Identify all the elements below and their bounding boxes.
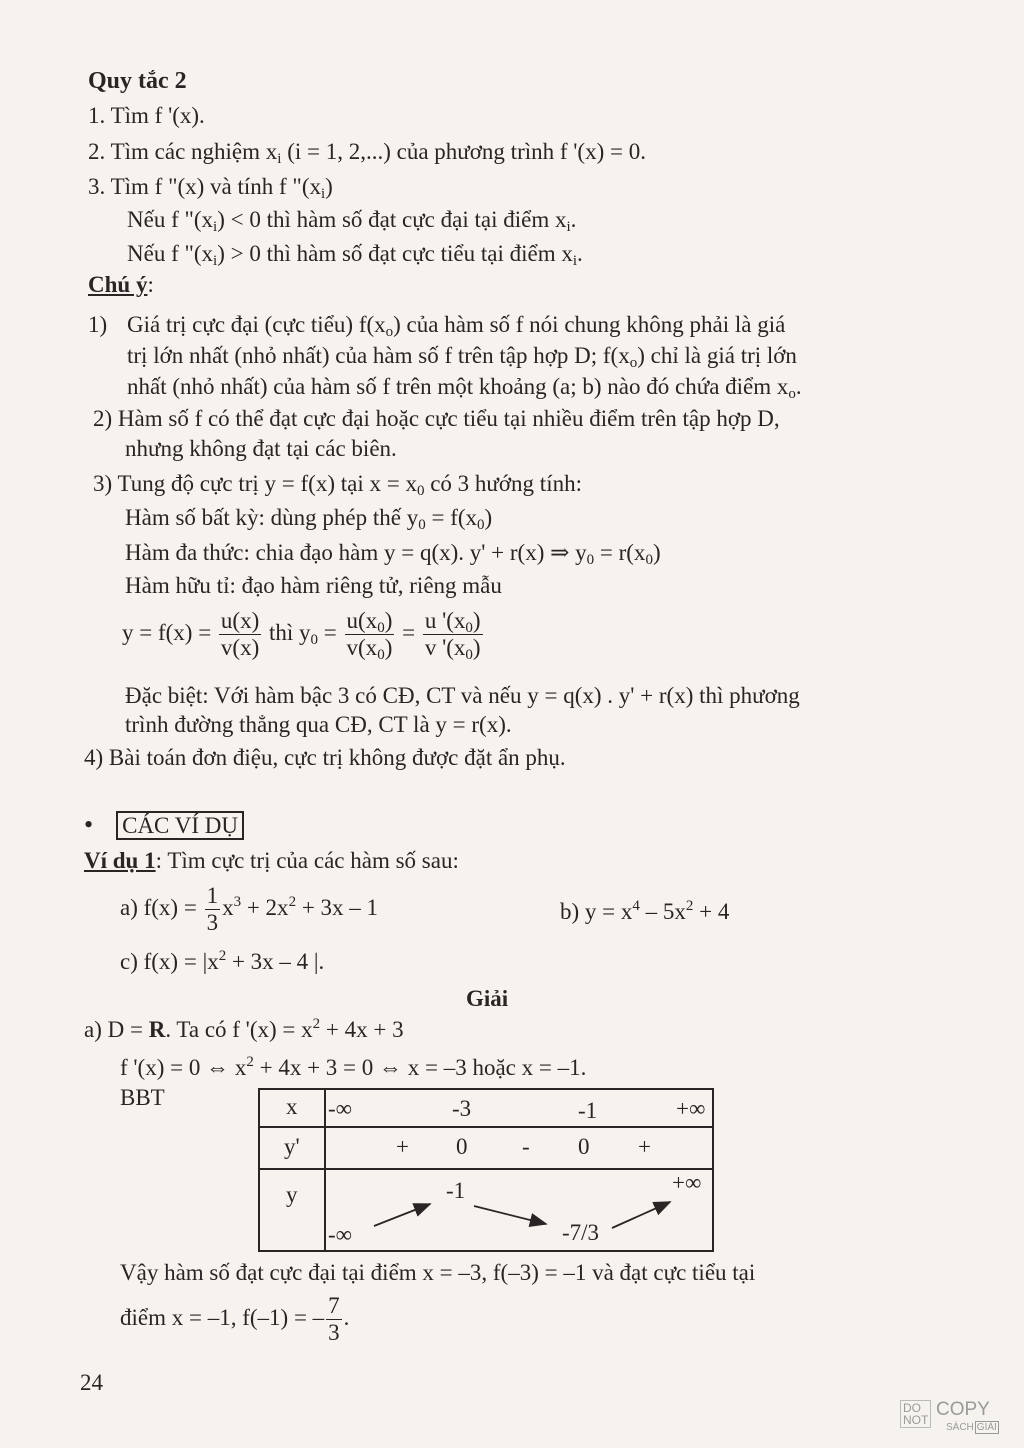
sign-value: - bbox=[522, 1134, 530, 1159]
fraction-u-v: $\frac{u(x)}{v(x)}$ bbox=[220, 608, 260, 661]
rule-condition-max: Nếu f "$(x_i) < 0$ thì hàm số đạt cực đại tại điểm $x_i$. bbox=[127, 207, 577, 235]
watermark-brand: SÁCH GIẢI bbox=[946, 1422, 997, 1433]
x-value: +∞ bbox=[676, 1096, 706, 1121]
sign-value: + bbox=[396, 1134, 409, 1159]
arrow-up-icon bbox=[374, 1204, 430, 1226]
note-title: Chú ý: bbox=[88, 272, 154, 297]
arrow-down-icon bbox=[474, 1206, 546, 1224]
conclusion-line-1: Vậy hàm số đạt cực đại tại điểm x = –3, f(–3) = –1 và đạt cực tiểu tại bbox=[120, 1260, 756, 1285]
row-label-y: y bbox=[259, 1169, 325, 1251]
table-row-x bbox=[259, 1089, 713, 1127]
fraction-derivative-x0: $\frac{u '(x_0)}{v '(x_0)}$ bbox=[424, 608, 481, 664]
note-3-line-1: 3) Tung độ cực trị y = f(x) tại $x = x_0$ có 3 hướng tính: bbox=[93, 471, 582, 499]
special-line-2: trình đường thẳng qua CĐ, CT là y = r(x). bbox=[125, 712, 512, 737]
rule-title: Quy tắc 2 bbox=[88, 68, 187, 94]
rule-step-3: 3. Tìm f "(x) và tính f "$(x_i)$ bbox=[88, 174, 333, 202]
row-values-x bbox=[325, 1089, 713, 1127]
sign-value: 0 bbox=[578, 1134, 590, 1159]
fraction-u-v-x0: $\frac{u(x_0)}{v(x_0)}$ bbox=[346, 608, 393, 664]
sign-value: 0 bbox=[456, 1134, 468, 1159]
examples-heading: • CÁC VÍ DỤ bbox=[84, 810, 244, 841]
row-values-y-prime bbox=[325, 1127, 713, 1169]
rule-condition-min: Nếu f "$(x_i) > 0$ thì hàm số đạt cực tiểu tại điểm $x_i$. bbox=[127, 241, 583, 269]
y-value-min: -7/3 bbox=[562, 1220, 600, 1245]
note-3-line-2: Hàm số bất kỳ: dùng phép thế $y_0 = f(x_0)$ bbox=[125, 505, 493, 533]
x-value: -3 bbox=[452, 1096, 472, 1121]
note-3-line-3: Hàm đa thức: chia đạo hàm y = q(x). y' + r(x) ⇒ $y_0 = r(x_0)$ bbox=[125, 540, 661, 568]
note-2-line-2: nhưng không đạt tại các biên. bbox=[125, 436, 397, 461]
note-1-line-2: trị lớn nhất (nhỏ nhất) của hàm số f trên tập hợp D; $f(x_o)$ chỉ là giá trị lớn bbox=[127, 343, 797, 371]
x-value: -1 bbox=[578, 1098, 598, 1123]
solution-a-line-2: f '(x) = 0 ⇔ $x^2 + 4x + 3 = 0$ ⇔ x = –3 hoặc x = –1. bbox=[120, 1054, 587, 1080]
rule-step-2: 2. Tìm các nghiệm $x_i$ (i = 1, 2,...) của phương trình f '(x) = 0. bbox=[88, 139, 646, 167]
solution-a-line-1: a) D = R. Ta có f '$(x) = x^2 + 4x + 3$ bbox=[84, 1016, 404, 1042]
rational-formula: y = f(x) = $\frac{u(x)}{v(x)}$ thì $y_0$ = $\frac{u(x_0)}{v(x_0)}$ = $\frac{u '(x_0)}{v '(x_0)}$ bbox=[122, 608, 481, 664]
y-value-plus-infinity: +∞ bbox=[672, 1170, 702, 1195]
rule-step-1: 1. Tìm f '(x). bbox=[88, 103, 205, 128]
x-value: -∞ bbox=[328, 1096, 353, 1121]
example-1-statement: Ví dụ 1: Tìm cực trị của các hàm số sau: bbox=[84, 848, 459, 873]
variation-arrows bbox=[326, 1170, 716, 1250]
conclusion-line-2: điểm x = –1, f(–1) = – $\frac{7}{3}$ . bbox=[120, 1293, 350, 1346]
example-1-a: a) f(x) = $\frac{1}{3}$ $x^3 + 2x^2 + 3x - 1$ bbox=[120, 883, 379, 936]
page-number: 24 bbox=[80, 1370, 103, 1395]
special-line-1: Đặc biệt: Với hàm bậc 3 có CĐ, CT và nếu y = q(x) . y' + r(x) thì phương bbox=[125, 683, 800, 708]
sign-value: + bbox=[638, 1134, 651, 1159]
table-row-y-prime bbox=[259, 1127, 713, 1169]
note-3-line-4: Hàm hữu tỉ: đạo hàm riêng tử, riêng mẫu bbox=[125, 573, 502, 598]
note-2-line-1: 2) Hàm số f có thể đạt cực đại hoặc cực tiểu tại nhiều điểm trên tập hợp D, bbox=[93, 406, 780, 431]
example-1-b: b) $y = x^4 - 5x^2 + 4$ bbox=[560, 898, 730, 924]
watermark-copy: COPY bbox=[936, 1399, 990, 1420]
watermark-logo bbox=[900, 1400, 996, 1436]
fraction-one-third: $\frac{1}{3}$ bbox=[206, 883, 219, 936]
variation-table bbox=[258, 1088, 714, 1252]
note-4: 4) Bài toán đơn điệu, cực trị không được đặt ẩn phụ. bbox=[84, 745, 566, 770]
fraction-seven-thirds: $\frac{7}{3}$ bbox=[328, 1293, 340, 1346]
solution-title: Giải bbox=[466, 986, 509, 1011]
y-value-max: -1 bbox=[446, 1178, 466, 1203]
y-value-minus-infinity: -∞ bbox=[328, 1222, 353, 1247]
row-label-y-prime: y' bbox=[259, 1127, 325, 1169]
note-1-line-3: nhất (nhỏ nhất) của hàm số f trên một khoảng (a; b) nào đó chứa điểm $x_o$. bbox=[127, 374, 802, 402]
bullet-icon: • bbox=[84, 810, 94, 839]
table-row-y bbox=[259, 1169, 713, 1251]
bbt-label: BBT bbox=[120, 1085, 165, 1110]
row-label-x: x bbox=[259, 1089, 325, 1127]
row-values-y bbox=[325, 1169, 713, 1251]
note-1-number: 1) bbox=[88, 312, 108, 337]
note-1-line-1: Giá trị cực đại (cực tiểu) $f(x_o)$ của hàm số f nói chung không phải là giá bbox=[127, 312, 786, 340]
watermark-do-not: DO NOT bbox=[900, 1400, 931, 1428]
arrow-up-icon bbox=[612, 1202, 670, 1228]
example-1-c: c) $f(x) = |x^2 + 3x - 4$ |. bbox=[120, 948, 325, 974]
